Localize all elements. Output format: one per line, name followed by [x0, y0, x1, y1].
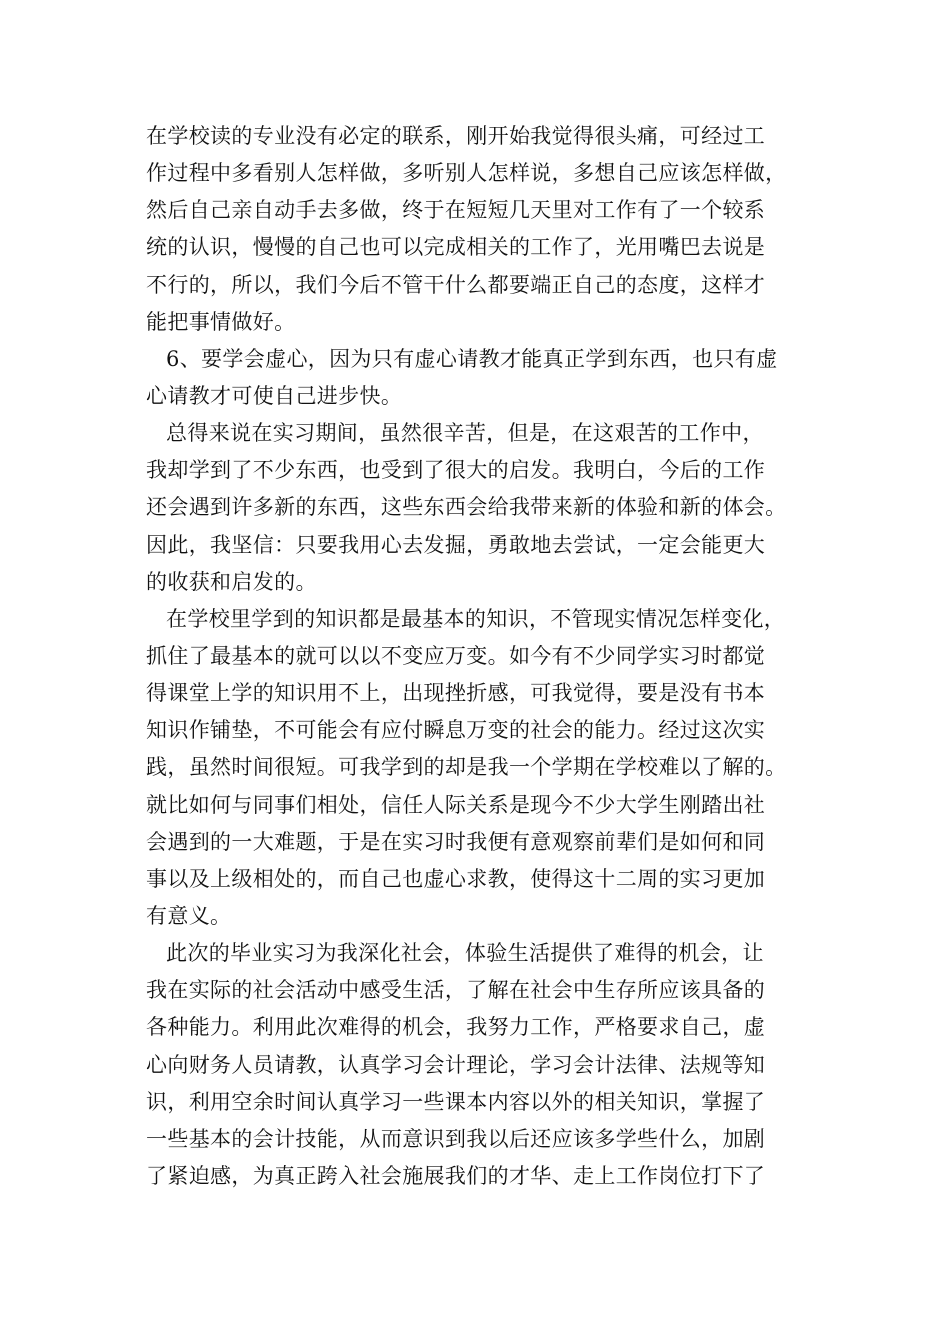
text-line: 作过程中多看别人怎样做，多听别人怎样说，多想自己应该怎样做， [146, 161, 787, 186]
text-line: 然后自己亲自动手去多做，终于在短短几天里对工作有了一个较系 [146, 198, 766, 223]
text-line: 有意义。 [146, 903, 232, 928]
text-line: 的收获和启发的。 [146, 569, 317, 594]
text-line: 就比如何与同事们相处，信任人际关系是现今不少大学生刚踏出社 [146, 792, 766, 817]
text-line: 心向财务人员请教，认真学习会计理论，学习会计法律、法规等知 [146, 1052, 766, 1077]
text-line: 事以及上级相处的，而自己也虚心求教，使得这十二周的实习更加 [146, 866, 766, 891]
text-line: 我在实际的社会活动中感受生活，了解在社会中生存所应该具备的 [146, 978, 766, 1003]
body-text [146, 118, 826, 1195]
paragraph-first-line: 此次的毕业实习为我深化社会，体验生活提供了难得的机会，让 [166, 941, 764, 966]
paragraph-first-line: 总得来说在实习期间，虽然很辛苦，但是，在这艰苦的工作中， [166, 421, 764, 446]
text-line: 还会遇到许多新的东西，这些东西会给我带来新的体验和新的体会。 [146, 495, 787, 520]
text-line: 一些基本的会计技能，从而意识到我以后还应该多学些什么，加剧 [146, 1126, 766, 1151]
paragraph-first-line: 6、要学会虚心，因为只有虚心请教才能真正学到东西，也只有虚 [166, 346, 778, 371]
text-line: 会遇到的一大难题，于是在实习时我便有意观察前辈们是如何和同 [146, 829, 766, 854]
text-line: 不行的，所以，我们今后不管干什么都要端正自己的态度，这样才 [146, 272, 766, 297]
text-line: 各种能力。利用此次难得的机会，我努力工作，严格要求自己，虚 [146, 1015, 766, 1040]
text-line: 践，虽然时间很短。可我学到的却是我一个学期在学校难以了解的。 [146, 755, 787, 780]
text-line: 统的认识，慢慢的自己也可以完成相关的工作了，光用嘴巴去说是 [146, 235, 766, 260]
text-line: 能把事情做好。 [146, 309, 296, 334]
text-line: 知识作铺垫，不可能会有应付瞬息万变的社会的能力。经过这次实 [146, 718, 766, 743]
text-line: 识，利用空余时间认真学习一些课本内容以外的相关知识，掌握了 [146, 1089, 766, 1114]
text-line: 因此，我坚信：只要我用心去发掘，勇敢地去尝试，一定会能更大 [146, 532, 766, 557]
text-line: 得课堂上学的知识用不上，出现挫折感，可我觉得，要是没有书本 [146, 681, 766, 706]
text-line: 抓住了最基本的就可以以不变应万变。如今有不少同学实习时都觉 [146, 643, 766, 668]
paragraph-first-line: 在学校里学到的知识都是最基本的知识，不管现实情况怎样变化， [166, 606, 786, 631]
text-line: 了紧迫感，为真正跨入社会施展我们的才华、走上工作岗位打下了 [146, 1163, 766, 1188]
text-line: 心请教才可使自己进步快。 [146, 383, 403, 408]
text-line: 在学校读的专业没有必定的联系，刚开始我觉得很头痛，可经过工 [146, 124, 766, 148]
text-line: 我却学到了不少东西，也受到了很大的启发。我明白，今后的工作 [146, 458, 766, 483]
